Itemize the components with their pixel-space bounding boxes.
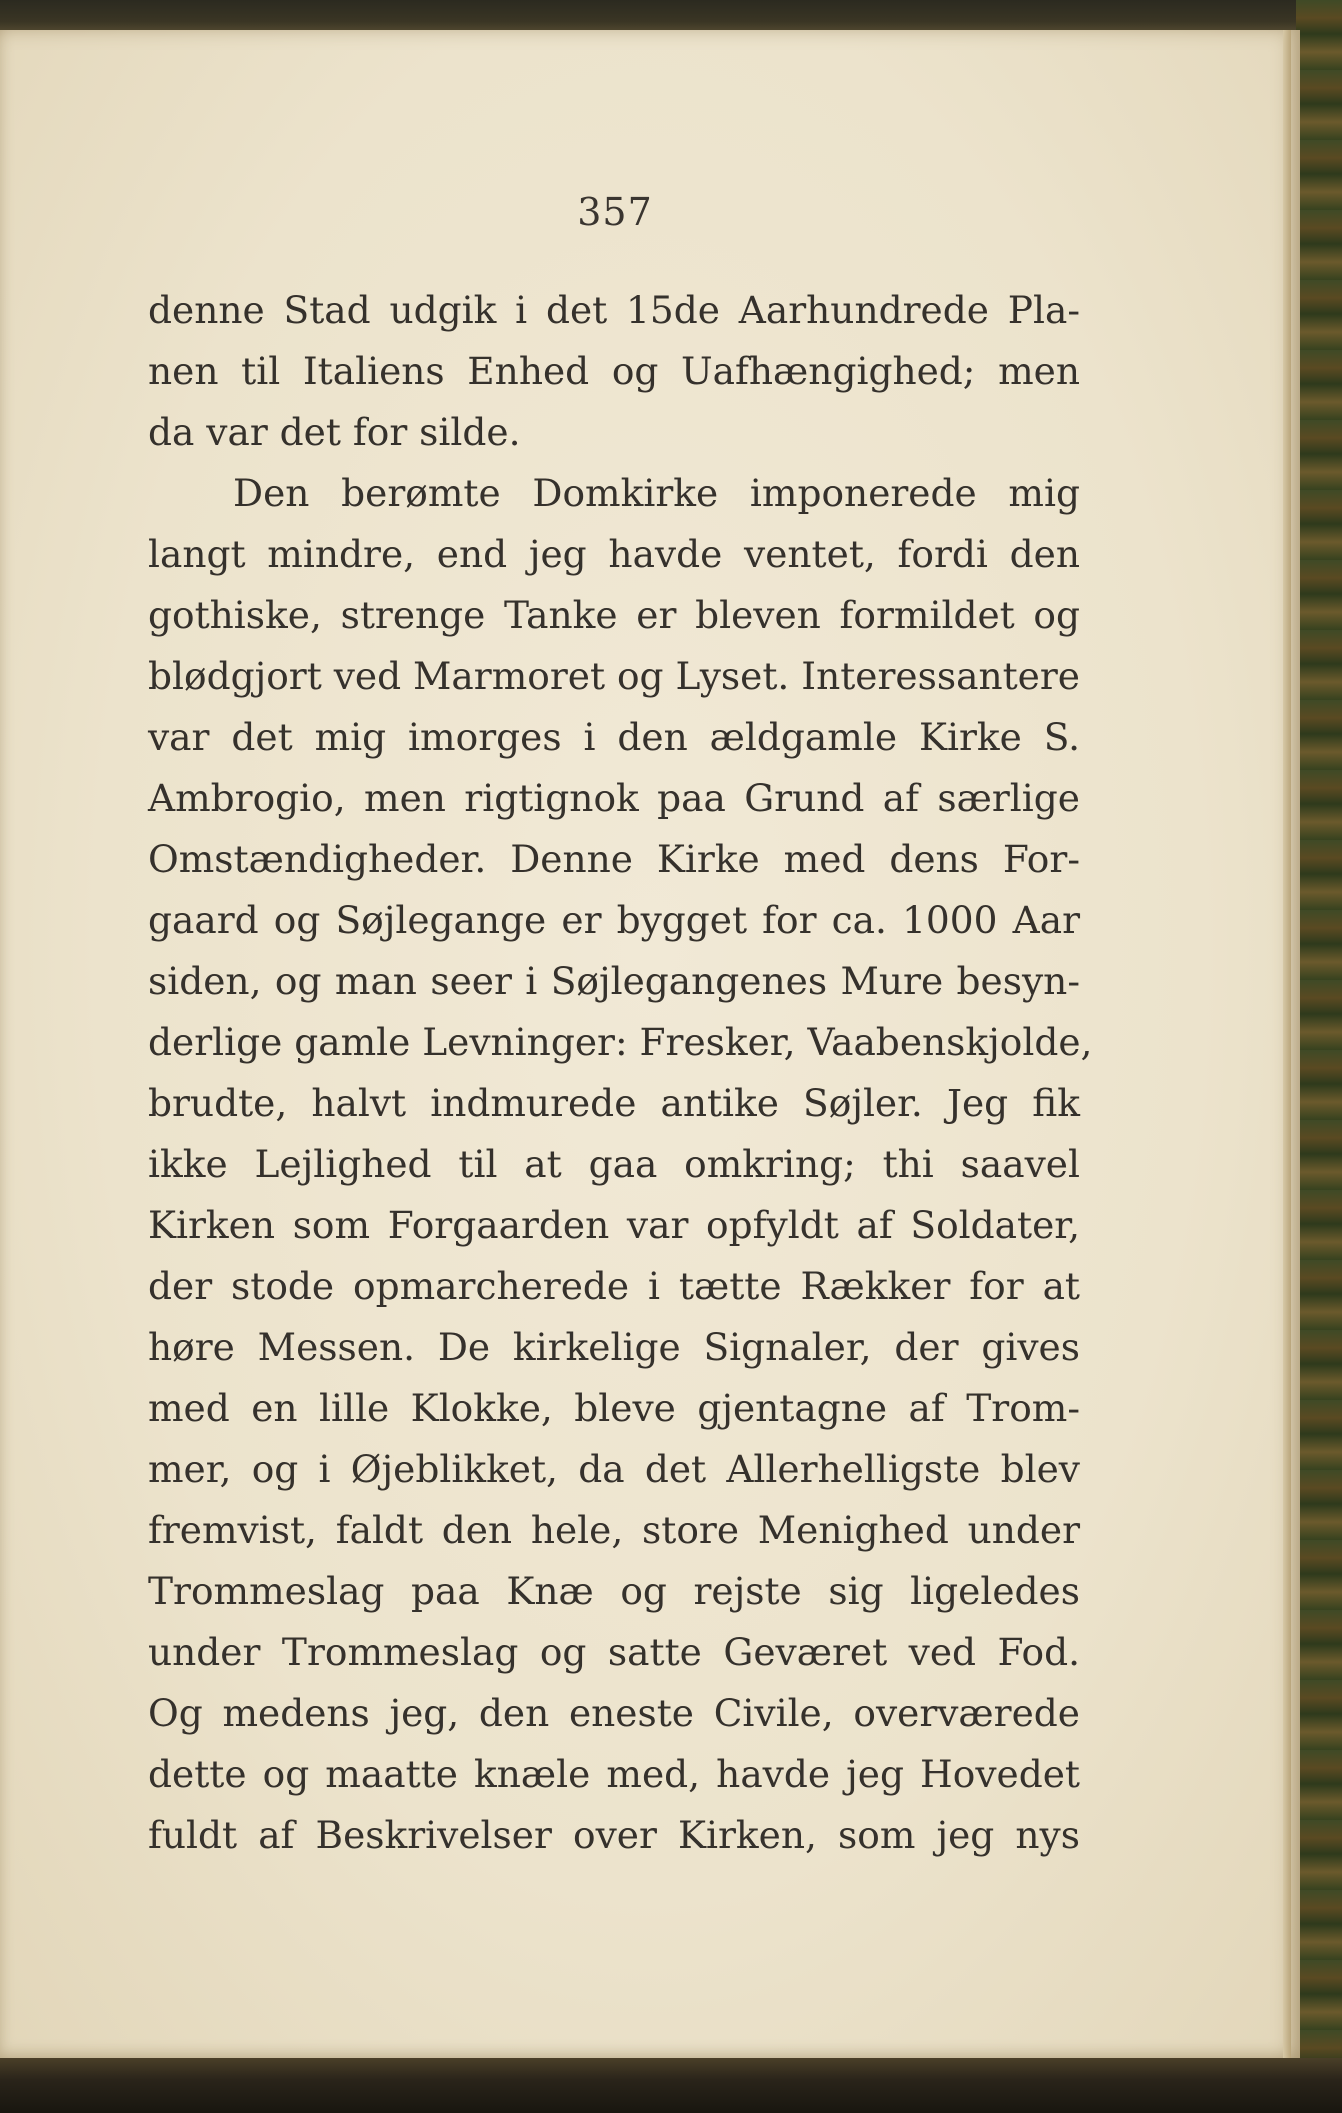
text-line: Kirken som Forgaarden var opfyldt af Soldater, [148, 1203, 1080, 1247]
text-line: mer, og i Øjeblikket, da det Allerhelligste blev [148, 1447, 1080, 1491]
text-line: Den berømte Domkirke imponerede mig [233, 471, 1080, 515]
text-line: siden, og man seer i Søjlegangenes Mure besyn- [148, 959, 1080, 1003]
text-line: da var det for silde. [148, 410, 521, 454]
text-line: Ambrogio, men rigtignok paa Grund af særlige [148, 776, 1080, 820]
text-line: fuldt af Beskrivelser over Kirken, som jeg nys [148, 1813, 1080, 1857]
text-line: høre Messen. De kirkelige Signaler, der gives [148, 1325, 1080, 1369]
text-line: ikke Lejlighed til at gaa omkring; thi saavel [148, 1142, 1080, 1186]
text-line: gaard og Søjlegange er bygget for ca. 1000 Aar [148, 898, 1080, 942]
text-line: nen til Italiens Enhed og Uafhængighed; men [148, 349, 1080, 393]
text-line: under Trommeslag og satte Geværet ved Fod. [148, 1630, 1080, 1674]
page-number: 357 [577, 190, 653, 234]
page-edge-shadow [1283, 30, 1291, 2064]
text-line: blødgjort ved Marmoret og Lyset. Interessantere [148, 654, 1080, 698]
text-line: Trommeslag paa Knæ og rejste sig ligeledes [148, 1569, 1080, 1613]
book-spine-edge [1296, 0, 1342, 2113]
text-line: var det mig imorges i den ældgamle Kirke S. [148, 715, 1080, 759]
body-text [148, 280, 1093, 1866]
text-line: Omstændigheder. Denne Kirke med dens For- [148, 837, 1080, 881]
text-line: gothiske, strenge Tanke er bleven formildet og [148, 593, 1080, 637]
text-line: langt mindre, end jeg havde ventet, fordi den [148, 532, 1080, 576]
text-line: fremvist, faldt den hele, store Menighed under [148, 1508, 1080, 1552]
text-line: derlige gamle Levninger: Fresker, Vaabenskjolde, [148, 1020, 1093, 1064]
text-line: der stode opmarcherede i tætte Rækker for at [148, 1264, 1080, 1308]
book-bottom-edge [0, 2058, 1342, 2113]
text-line: Og medens jeg, den eneste Civile, overværede [148, 1691, 1080, 1735]
text-line: dette og maatte knæle med, havde jeg Hovedet [148, 1752, 1080, 1796]
text-line: brudte, halvt indmurede antike Søjler. Jeg fik [148, 1081, 1080, 1125]
text-line: med en lille Klokke, bleve gjentagne af Trom- [148, 1386, 1080, 1430]
text-line: denne Stad udgik i det 15de Aarhundrede Pla- [148, 288, 1080, 332]
